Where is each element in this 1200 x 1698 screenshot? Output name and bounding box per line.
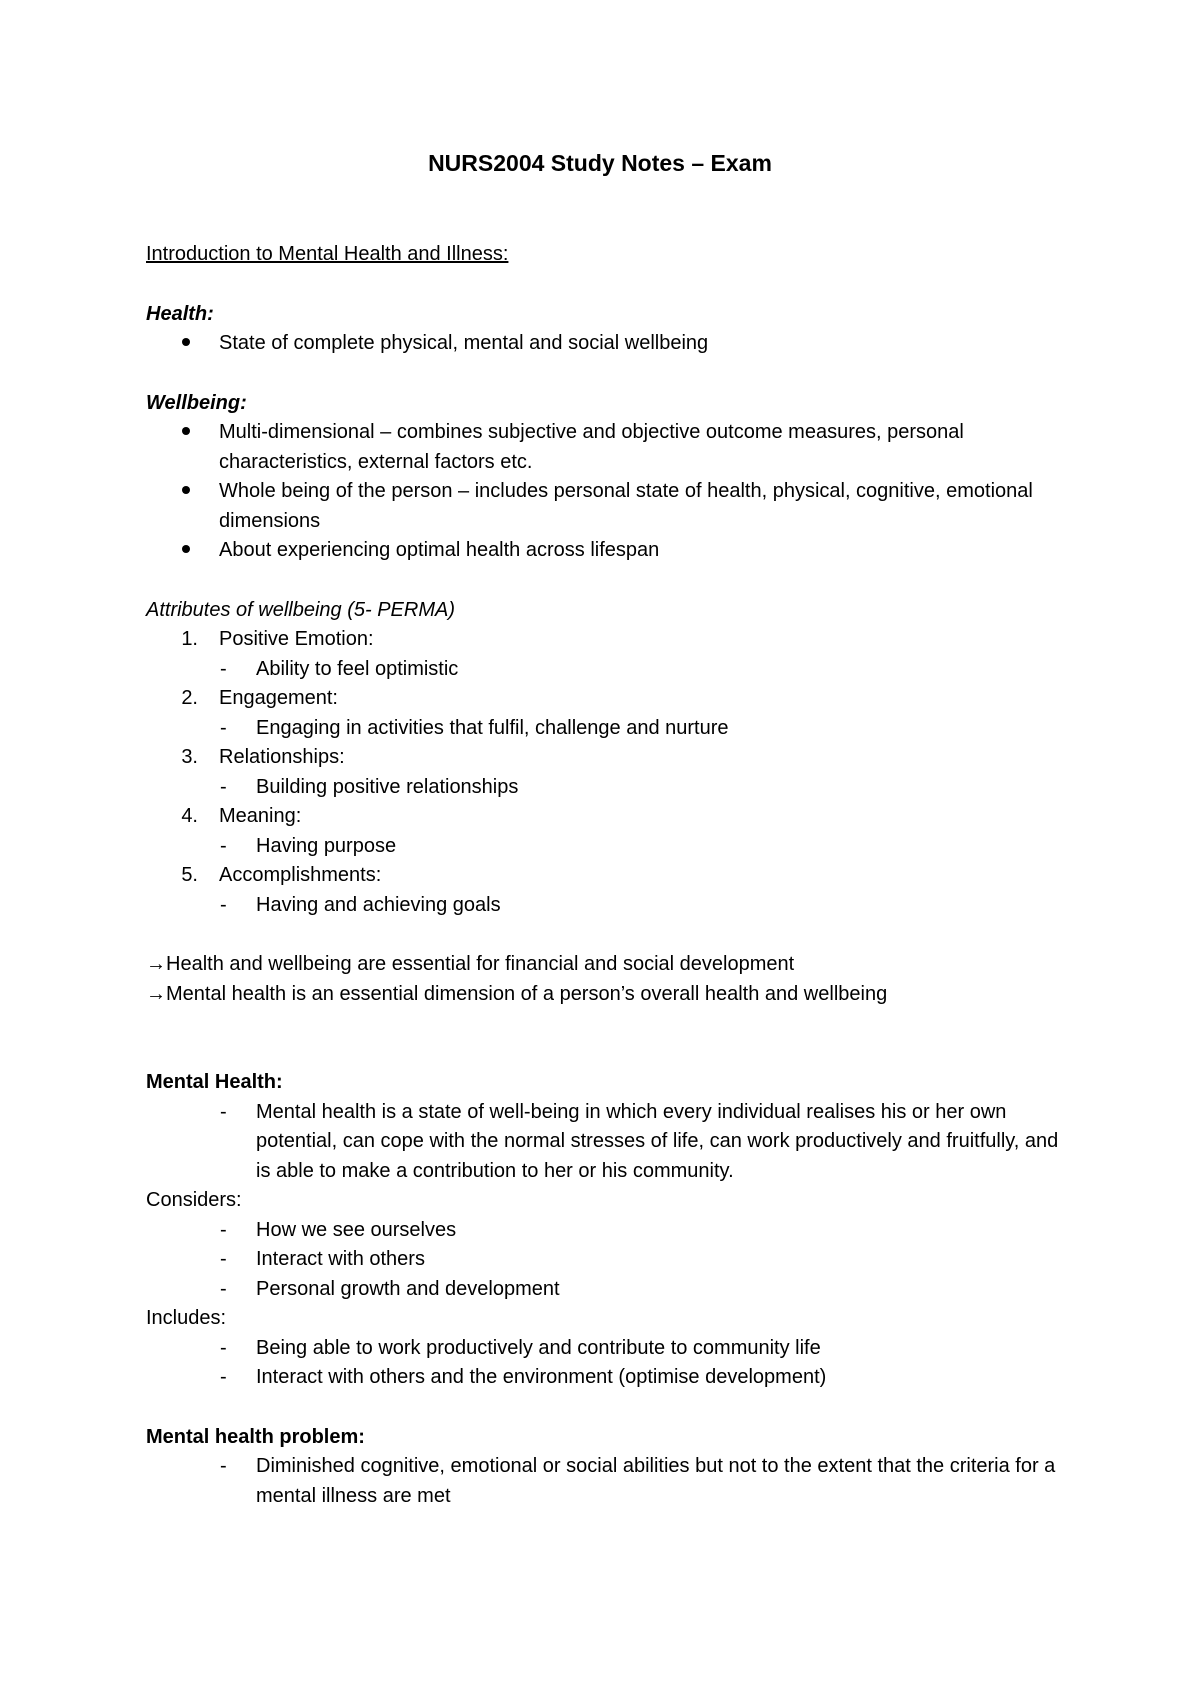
- sub-item: - Building positive relationships: [146, 773, 1076, 803]
- arrow-note: →Mental health is an essential dimension of a person’s overall health and wellbeing: [146, 982, 888, 1005]
- mental-health-problem-heading: Mental health problem:: [146, 1425, 365, 1448]
- item-number: 4.: [181, 805, 198, 827]
- numbered-item: [146, 625, 1076, 655]
- list-item: State of complete physical, mental and social wellbeing: [146, 329, 1076, 359]
- dash-marker: -: [220, 1277, 227, 1300]
- list-item: Multi-dimensional – combines subjective and objective outcome measures, personal characteristics, external factors etc.: [146, 418, 1076, 477]
- health-heading: Health:: [146, 302, 214, 325]
- dash-marker: -: [220, 893, 227, 916]
- item-label: Accomplishments:: [219, 864, 382, 886]
- bullet-icon: [182, 536, 190, 566]
- sub-item: - Being able to work productively and contribute to community life: [146, 1334, 1076, 1364]
- dash-marker: -: [220, 1336, 227, 1359]
- dash-marker: -: [220, 834, 227, 857]
- section-heading: Introduction to Mental Health and Illness:: [146, 243, 509, 265]
- numbered-item: [146, 743, 1076, 773]
- considers-label: Considers:: [146, 1189, 242, 1211]
- list-item: About experiencing optimal health across lifespan: [146, 536, 1076, 566]
- dash-marker: -: [220, 1100, 227, 1123]
- item-label: Engagement:: [219, 687, 338, 709]
- sub-item: - How we see ourselves: [146, 1216, 1076, 1246]
- includes-label: Includes:: [146, 1307, 227, 1329]
- sub-item: - Personal growth and development: [146, 1275, 1076, 1305]
- sub-item: - Interact with others: [146, 1245, 1076, 1275]
- item-label: Relationships:: [219, 746, 345, 768]
- dash-marker: -: [220, 716, 227, 739]
- perma-heading: Attributes of wellbeing (5- PERMA): [146, 598, 456, 621]
- document-title: NURS2004 Study Notes – Exam: [428, 150, 772, 176]
- sub-item: - Diminished cognitive, emotional or social abilities but not to the extent that the criteria for a mental illness are met: [146, 1452, 1076, 1511]
- dash-marker: -: [220, 657, 227, 680]
- sub-item: - Engaging in activities that fulfil, challenge and nurture: [146, 714, 1076, 744]
- sub-item: - Ability to feel optimistic: [146, 655, 1076, 685]
- bullet-icon: [182, 329, 190, 359]
- mental-health-heading: Mental Health:: [146, 1071, 283, 1093]
- item-number: 1.: [181, 628, 198, 650]
- dash-marker: -: [220, 1218, 227, 1241]
- dash-marker: -: [220, 1366, 227, 1388]
- wellbeing-heading: Wellbeing:: [146, 391, 247, 414]
- arrow-note: →Health and wellbeing are essential for financial and social development: [146, 953, 795, 975]
- dash-marker: -: [220, 775, 227, 798]
- document-body: [146, 240, 1076, 1511]
- item-number: 2.: [181, 687, 198, 709]
- arrow-right-icon: →: [146, 982, 166, 1005]
- bullet-icon: [182, 477, 190, 507]
- item-number: 3.: [181, 746, 198, 768]
- sub-item: - Interact with others and the environment (optimise development): [146, 1363, 1076, 1393]
- item-label: Meaning:: [219, 805, 302, 827]
- sub-item: - Mental health is a state of well-being in which every individual realises his or her own potential, can cope with the normal stresses of life, can work productively and fruitfully, and is able to make a contribution to her or his community.: [146, 1098, 1076, 1187]
- list-item: Whole being of the person – includes personal state of health, physical, cognitive, emotional dimensions: [146, 477, 1076, 536]
- arrow-right-icon: →: [146, 953, 166, 975]
- dash-marker: -: [220, 1248, 227, 1270]
- item-number: 5.: [181, 864, 198, 886]
- numbered-item: [146, 802, 1076, 832]
- dash-marker: -: [220, 1455, 227, 1477]
- numbered-item: [146, 861, 1076, 891]
- sub-item: - Having and achieving goals: [146, 891, 1076, 921]
- numbered-item: [146, 684, 1076, 714]
- sub-item: - Having purpose: [146, 832, 1076, 862]
- item-label: Positive Emotion:: [219, 628, 374, 650]
- bullet-icon: [182, 418, 190, 448]
